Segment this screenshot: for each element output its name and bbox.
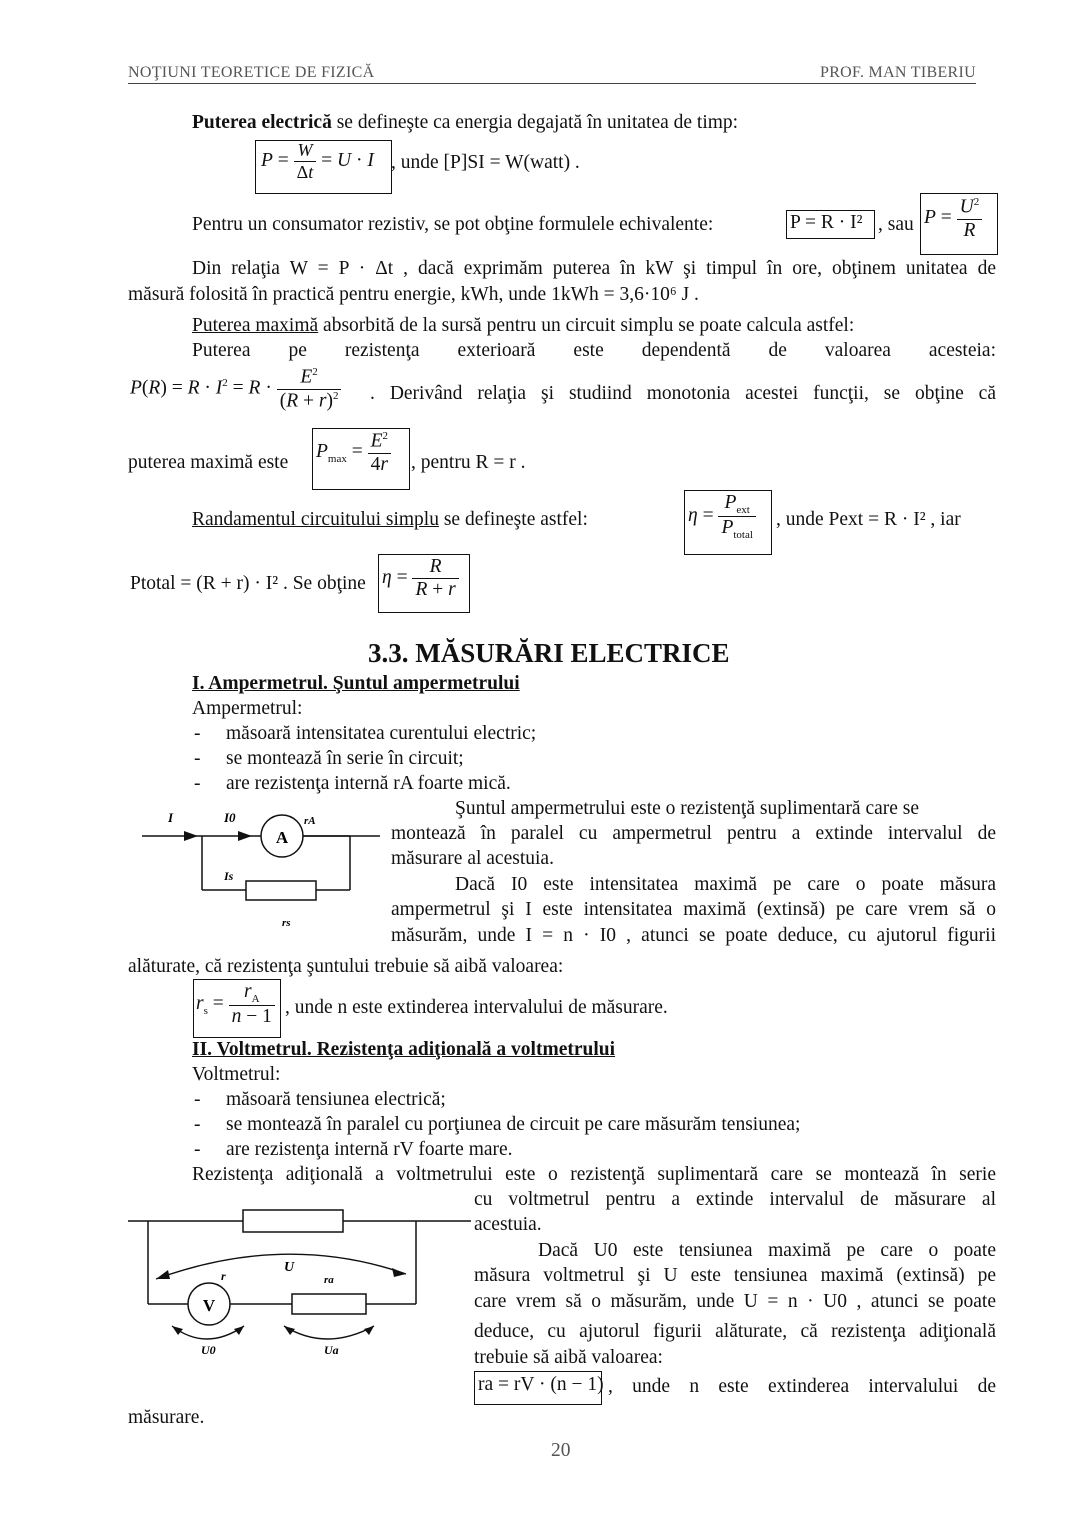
add-line-3: acestuia. [474,1214,542,1235]
max-power-line-2: Puterea pe rezistenţa exterioară este dependentă de valoarea acesteia: [192,340,996,361]
power-definition [192,112,738,134]
shunt-line-7: alăturate, că rezistenţa şuntului trebuie să aibă valoarea: [128,956,564,977]
header-left: NOŢIUNI TEORETICE DE FIZICĂ [128,64,375,81]
voltmeter-heading [192,1039,615,1061]
bullet-dash: - [194,1139,201,1160]
efficiency-rest: se defineşte astfel: [438,509,588,530]
label-U: U [284,1260,295,1275]
voltmeter-heading-text: II. Voltmetrul. Rezistenţa adiţională a voltmetrului [192,1039,616,1060]
ammeter-shunt-diagram [140,806,380,931]
shunt-resistor [246,881,316,900]
add-line-8: trebuie să aibă valoarea: [474,1347,663,1368]
efficiency-post: , unde Pext = R · I² , iar [776,509,961,530]
shunt-line-5: ampermetrul şi I este intensitatea maximă (extinsă) pe care vrem să o [391,899,996,920]
bullet-dash: - [194,773,201,794]
add-line-4: Dacă U0 este tensiunea maximă pe care o poate [538,1240,996,1261]
kwh-line-1: Din relaţia W = P · Δt , dacă exprimăm puterea în kW şi timpul în ore, obţinem unitatea de [192,258,996,279]
header-rule [128,83,976,84]
efficiency-term: Randamentul circuitului simplu [192,509,439,530]
max-power-line-1 [192,315,854,337]
bullet-dash: - [194,748,201,769]
shunt-line-3: măsurare al acestuia. [391,848,554,869]
rs-formula-post: , unde n este extinderea intervalului de măsurare. [285,997,668,1018]
efficiency-line [192,509,588,531]
shunt-line-2: montează în paralel cu ampermetrul pentru a extinde intervalul de [391,823,996,844]
voltmeter-diagram [126,1204,471,1364]
power-term: Puterea electrică [192,112,332,133]
ammeter-heading [192,673,520,695]
label-Ua: Ua [324,1343,339,1357]
ra-formula-post: , unde n este extinderea intervalului de [608,1376,996,1397]
label-I: I [168,810,174,825]
ra-formula: ra = rV · (n − 1) [478,1374,604,1395]
equiv-sau: , sau [878,214,914,235]
rs-formula: $r_s$ = $\frac{r_A}{n - 1}$ [196,981,275,1028]
label-A: A [275,828,289,847]
label-rs: rs [282,917,291,929]
shunt-line-1: Şuntul ampermetrului este o rezistenţă suplimentară care se [455,798,920,819]
equiv-f1: P = R · I² [790,212,863,233]
max-power-pre: puterea maximă este [128,452,289,473]
pmax-formula: $P_{max}$ = $\frac{E^2}{4r}$ [316,430,391,476]
bullet-dash: - [194,1089,201,1110]
ammeter-bullet-2: se montează în serie în circuit; [226,748,464,769]
max-power-term: Puterea maximă [192,315,319,336]
add-line-6: care vrem să o măsurăm, unde U = n · U0 , atunci se poate [474,1291,996,1312]
kwh-line-2: măsură folosită în practică pentru energie, kWh, unde 1kWh = 3,6·10⁶ J . [128,284,699,305]
label-rA: rA [304,815,316,827]
bullet-dash: - [194,723,201,744]
voltmeter-bullet-3: are rezistenţa internă rV foarte mare. [226,1139,513,1160]
max-power-line-3: . Derivând relaţia şi studiind monotonia acestei funcţii, se obţine că [370,383,996,404]
max-power-formula: $P(R) = R \cdot I^2 = R$ · $\frac{E^2}{(R + r)^2}$ [130,366,341,412]
label-Is: Is [224,869,234,883]
max-power-rest: absorbită de la sursă pentru un circuit simplu se poate calcula astfel: [318,315,855,336]
label-I0: I0 [224,810,236,825]
ammeter-intro: Ampermetrul: [192,698,303,719]
label-V: V [202,1296,216,1315]
power-unit: , unde [P]SI = W(watt) . [391,152,580,173]
voltmeter-bullet-1: măsoară tensiunea electrică; [226,1089,446,1110]
add-line-2: cu voltmetrul pentru a extinde intervalul de măsurare al [474,1189,996,1210]
label-ra: ra [324,1274,334,1286]
power-formula: P = $\frac{W}{\Delta t}$ = U · I [261,140,374,182]
ammeter-bullet-1: măsoară intensitatea curentului electric; [226,723,537,744]
equiv-text: Pentru un consumator rezistiv, se pot obţine formulele echivalente: [192,214,714,235]
add-line-5: măsura voltmetrul şi U este tensiunea maximă (extinsă) pe [474,1265,996,1286]
add-line-1: Rezistenţa adiţională a voltmetrului este o rezistenţă suplimentară care se montează în serie [192,1164,996,1185]
add-line-7: deduce, cu ajutorul figurii alăturate, că rezistenţa adiţională [474,1321,996,1342]
max-power-post: , pentru R = r . [411,452,526,473]
shunt-line-4: Dacă I0 este intensitatea maximă pe care o poate măsura [455,874,996,895]
efficiency-total: Ptotal = (R + r) · I² . Se obţine [130,573,366,594]
external-resistor [243,1210,343,1232]
eta2-formula: η = $\frac{R}{R + r}$ [382,556,459,601]
section-title: 3.3. MĂSURĂRI ELECTRICE [368,638,730,668]
label-U0: U0 [201,1343,216,1357]
voltmeter-bullet-2: se montează în paralel cu porţiunea de circuit pe care măsurăm tensiunea; [226,1114,801,1135]
page-number: 20 [551,1440,571,1461]
ammeter-heading-text: I. Ampermetrul. Şuntul ampermetrului [192,673,520,694]
bullet-dash: - [194,1114,201,1135]
additional-resistor [292,1294,366,1314]
header-right: PROF. MAN TIBERIU [820,64,976,81]
equiv-f2: P = $\frac{U^2}{R}$ [924,196,982,242]
label-r: r [221,1269,226,1283]
ammeter-bullet-3: are rezistenţa internă rA foarte mică. [226,773,511,794]
eta-formula: η = $\frac{P_{ext}}{P_{total}}$ [688,492,756,541]
measurement-last-word: măsurare. [128,1407,205,1428]
shunt-line-6: măsurăm, unde I = n · I0 , atunci se poate deduce, cu ajutorul figurii [391,925,996,946]
voltmeter-intro: Voltmetrul: [192,1064,281,1085]
power-def-text: se defineşte ca energia degajată în unitatea de timp: [331,112,739,133]
